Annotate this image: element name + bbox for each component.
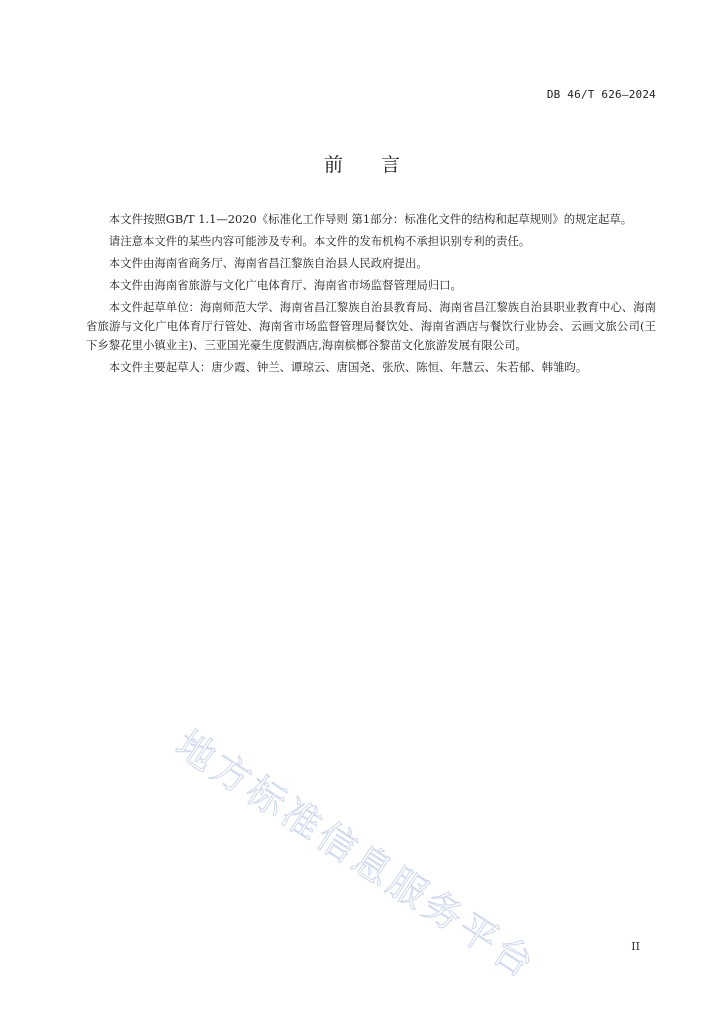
paragraph-patent-notice: 请注意本文件的某些内容可能涉及专利。本文件的发布机构不承担识别专利的责任。: [108, 234, 531, 248]
section-title: 前言: [323, 154, 438, 176]
watermark-text: 地方标准信息服务平台: [168, 721, 545, 988]
document-standard-number: DB 46/T 626—2024: [546, 88, 656, 101]
paragraph-drafting-units: 本文件起草单位：海南师范大学、海南省昌江黎族自治县教育局、海南省昌江黎族自治县职业教育中心、海南省旅游与文化广电体育厅行管处、海南省市场监督管理局餐饮处、海南省酒店与餐饮行业协会、云画文旅公司(王下乡黎花里小镇业主)、三亚国光豪生度假酒店,海南槟榔谷黎苗文化旅游发展有限公司。: [86, 300, 656, 352]
paragraph-administrator: 本文件由海南省旅游与文化广电体育厅、海南省市场监督管理局归口。: [108, 278, 462, 292]
paragraph-drafters: 本文件主要起草人：唐少霞、钟兰、谭琼云、唐国尧、张欣、陈恒、年慧云、朱若郁、韩雏昀。: [108, 360, 588, 374]
paragraph-drafting-rules: 本文件按照GB/T 1.1—2020《标准化工作导则 第1部分：标准化文件的结构和起草规则》的规定起草。: [108, 212, 633, 226]
paragraph-proposer: 本文件由海南省商务厅、海南省昌江黎族自治县人民政府提出。: [108, 256, 428, 270]
foreword-body: [86, 210, 656, 380]
page-number: II: [631, 940, 640, 953]
